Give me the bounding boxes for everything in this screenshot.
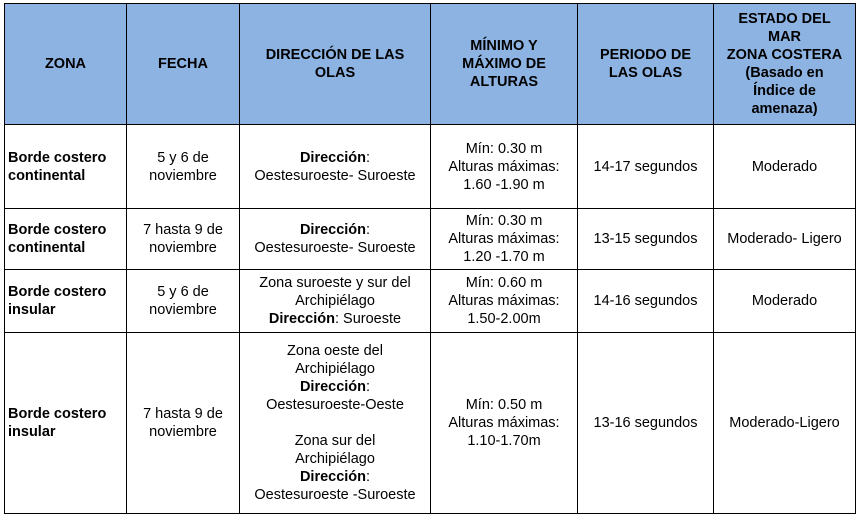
alturas-cell: Mín: 0.30 m Alturas máximas: 1.60 -1.90 m	[431, 125, 578, 209]
alturas-cell: Mín: 0.30 m Alturas máximas: 1.20 -1.70 m	[431, 209, 578, 270]
header-periodo: PERIODO DE LAS OLAS	[578, 4, 714, 125]
table-row	[5, 125, 856, 209]
estado-cell: Moderado	[714, 270, 856, 333]
zona-cell: Borde costero continental	[5, 125, 127, 209]
direccion-cell: Zona oeste del Archipiélago Dirección: Oestesuroeste-Oeste Zona sur del Archipiélago Dirección: Oestesuroeste -Suroeste	[240, 333, 431, 514]
fecha-cell: 7 hasta 9 de noviembre	[127, 333, 240, 514]
table-row	[5, 333, 856, 514]
direccion-cell: Dirección: Oestesuroeste- Suroeste	[240, 125, 431, 209]
fecha-cell: 5 y 6 de noviembre	[127, 125, 240, 209]
fecha-cell: 5 y 6 de noviembre	[127, 270, 240, 333]
periodo-cell: 13-15 segundos	[578, 209, 714, 270]
periodo-cell: 14-16 segundos	[578, 270, 714, 333]
fecha-cell: 7 hasta 9 de noviembre	[127, 209, 240, 270]
zona-cell: Borde costero insular	[5, 333, 127, 514]
header-zona: ZONA	[5, 4, 127, 125]
direccion-cell: Zona suroeste y sur del Archipiélago Dirección: Suroeste	[240, 270, 431, 333]
estado-cell: Moderado-Ligero	[714, 333, 856, 514]
periodo-cell: 13-16 segundos	[578, 333, 714, 514]
table-row	[5, 209, 856, 270]
header-direccion: DIRECCIÓN DE LAS OLAS	[240, 4, 431, 125]
direccion-cell: Dirección: Oestesuroeste- Suroeste	[240, 209, 431, 270]
alturas-cell: Mín: 0.50 m Alturas máximas: 1.10-1.70m	[431, 333, 578, 514]
zona-cell: Borde costero insular	[5, 270, 127, 333]
header-estado: ESTADO DEL MAR ZONA COSTERA (Basado en Índice de amenaza)	[714, 4, 856, 125]
estado-cell: Moderado- Ligero	[714, 209, 856, 270]
estado-cell: Moderado	[714, 125, 856, 209]
header-row	[5, 4, 856, 125]
table-row	[5, 270, 856, 333]
header-fecha: FECHA	[127, 4, 240, 125]
swell-forecast-table	[4, 3, 856, 514]
periodo-cell: 14-17 segundos	[578, 125, 714, 209]
header-alturas: MÍNIMO Y MÁXIMO DE ALTURAS	[431, 4, 578, 125]
alturas-cell: Mín: 0.60 m Alturas máximas: 1.50-2.00m	[431, 270, 578, 333]
zona-cell: Borde costero continental	[5, 209, 127, 270]
